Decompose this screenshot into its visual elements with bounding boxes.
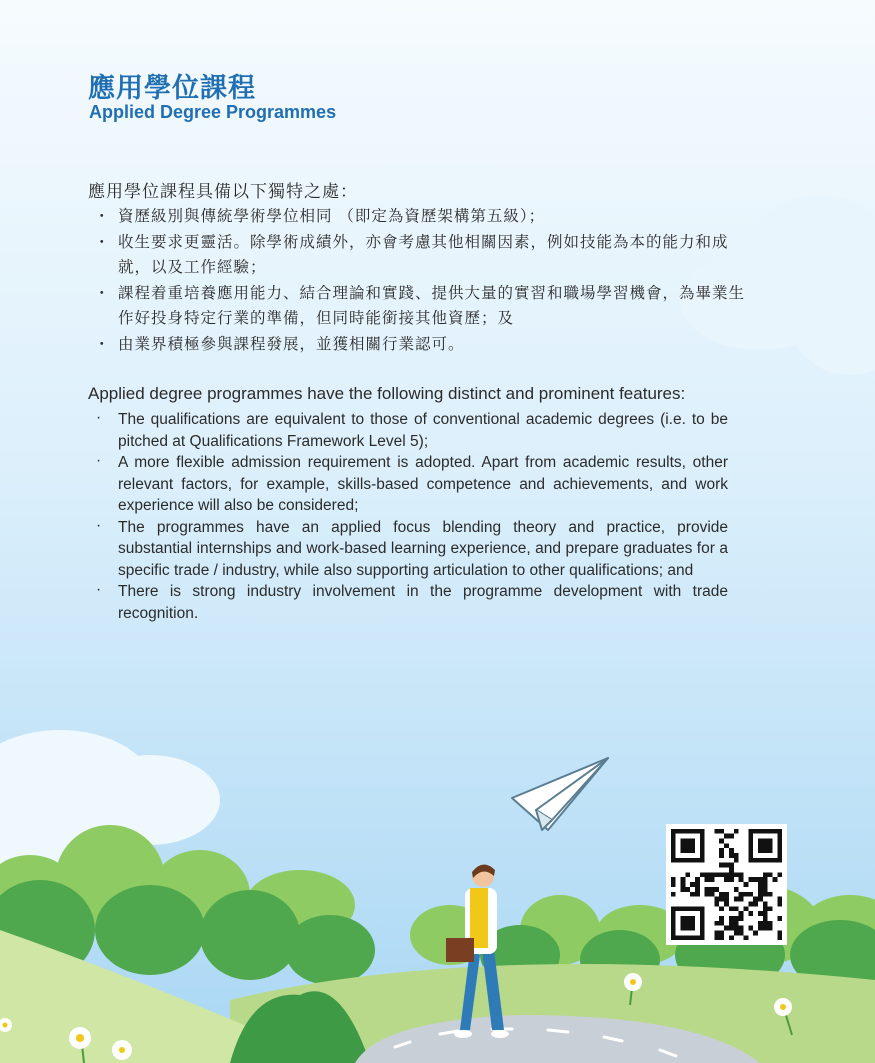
english-intro: Applied degree programmes have the following distinct and prominent features:: [88, 384, 686, 403]
list-item: · There is strong industry involvement in the programme development with trade recognition.: [96, 581, 728, 622]
list-item: ・ 由業界積極參與課程發展，並獲相關行業認可。: [88, 332, 758, 358]
english-feature-list: [88, 409, 728, 624]
qr-code-icon[interactable]: [666, 824, 787, 945]
page-title-english: Applied Degree Programmes: [89, 102, 337, 122]
list-item: ・ 收生要求更靈活。除學術成績外，亦會考慮其他相關因素，例如技能為本的能力和成就，以及工作經驗；: [88, 230, 758, 281]
list-item: · The qualifications are equivalent to those of conventional academic degrees (i.e. to be pitched at Qualifications Framework Level 5);: [96, 409, 728, 450]
bullet-icon: ・: [94, 207, 111, 225]
bullet-icon: ·: [96, 516, 102, 534]
bullet-icon: ・: [94, 232, 111, 251]
bullet-icon: ·: [96, 409, 102, 426]
bullet-icon: ·: [96, 452, 102, 469]
list-item: · The programmes have an applied focus blending theory and practice, provide substantial internships and work-based learning experience, and prepare graduates for a specific trade / industry, while also supporting articulation to other qualifications; and: [96, 516, 728, 579]
chinese-feature-list: [88, 204, 758, 357]
list-item: ・ 資歷級別與傳統學術學位相同 （即定為資歷架構第五級）；: [88, 204, 758, 230]
bullet-icon: ・: [94, 334, 111, 353]
bullet-icon: ・: [94, 283, 111, 302]
page-title-chinese: 應用學位課程: [88, 73, 256, 104]
list-item: ・ 課程着重培養應用能力、結合理論和實踐、提供大量的實習和職場學習機會，為畢業生作好投身特定行業的準備，但同時能銜接其他資歷；及: [88, 281, 758, 332]
list-item: · A more flexible admission requirement is adopted. Apart from academic results, other relevant factors, for example, skills-based competence and achievements, and work experience will also be considered;: [96, 452, 728, 514]
chinese-intro: 應用學位課程具備以下獨特之處：: [88, 182, 358, 202]
bullet-icon: ·: [96, 581, 102, 598]
